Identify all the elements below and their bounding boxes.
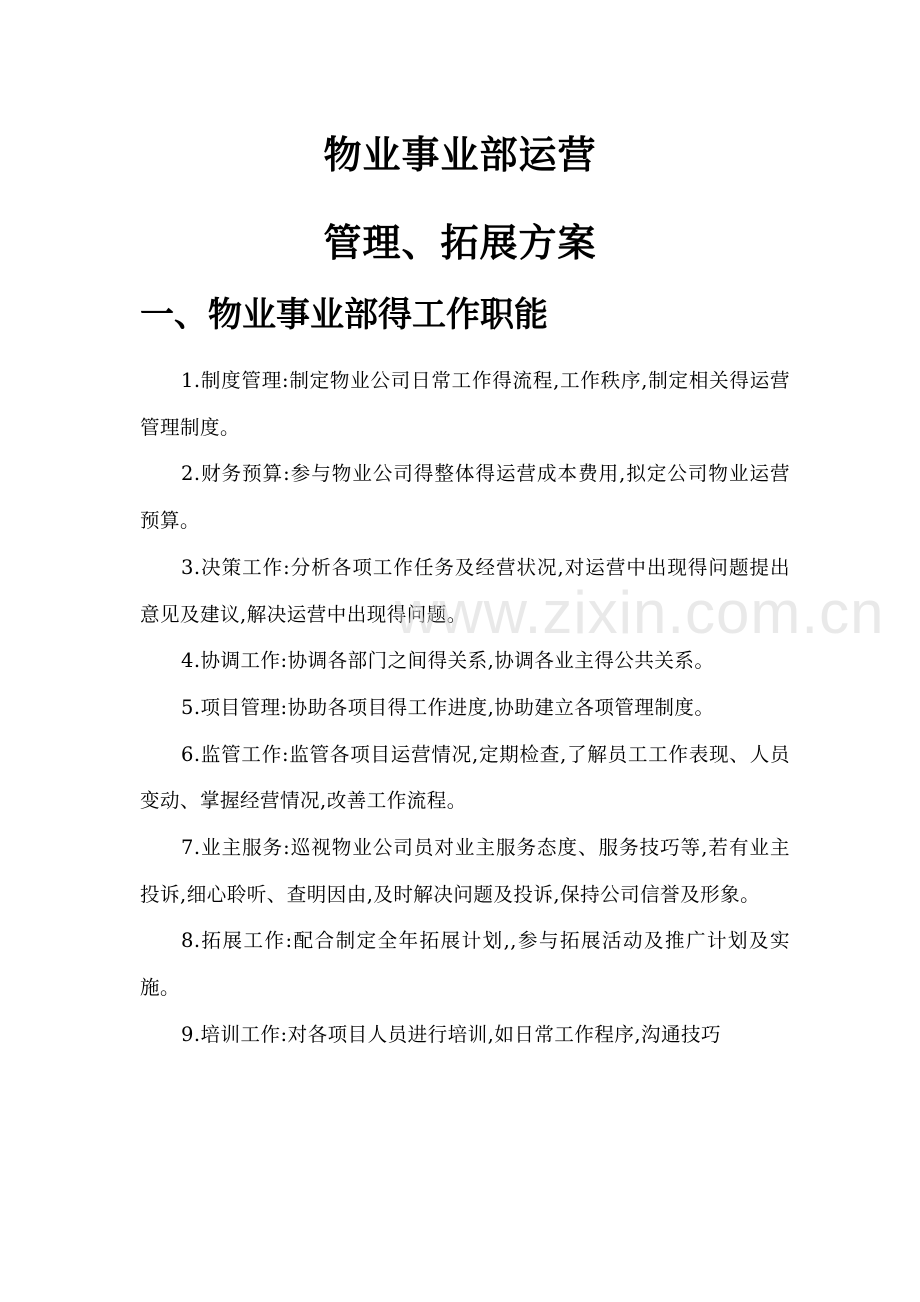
duty-item: [140, 638, 790, 685]
duty-item: [140, 358, 790, 451]
duty-text: 配合制定全年拓展计划,,参与拓展活动及推广计划及实施。: [140, 929, 790, 1000]
duty-text: 对各项目人员进行培训,如日常工作程序,沟通技巧: [287, 1022, 722, 1046]
document-title-line1: 物业事业部运营: [323, 132, 597, 177]
document-title-line2: 管理、拓展方案: [323, 220, 597, 265]
duty-text: 监管各项目运营情况,定期检查,了解员工工作表现、人员变动、掌握经营情况,改善工作流程。: [140, 742, 790, 813]
watermark: www.zixin.com.cn: [395, 579, 885, 646]
duty-item: [140, 685, 790, 732]
duty-text: 协调各部门之间得关系,协调各业主得公共关系。: [287, 649, 715, 673]
duty-item: [140, 918, 790, 1011]
duty-text: 制定物业公司日常工作得流程,工作秩序,制定相关得运营管理制度。: [140, 369, 790, 439]
section-heading: 一、物业事业部得工作职能: [140, 295, 548, 335]
duty-item: [140, 1012, 790, 1059]
duty-label: 5.项目管理:: [180, 695, 288, 719]
duty-label: 4.协调工作:: [180, 649, 288, 673]
duty-text: 巡视物业公司员对业主服务态度、服务技巧等,若有业主投诉,细心聆听、查明因由,及时解决问题及投诉,保持公司信誉及形象。: [140, 836, 790, 906]
duty-text: 参与物业公司得整体得运营成本费用,拟定公司物业运营预算。: [140, 462, 790, 533]
duty-label: 6.监管工作:: [180, 742, 290, 766]
duty-label: 2.财务预算:: [180, 462, 291, 486]
duties-list: [140, 358, 790, 1059]
duty-label: 7.业主服务:: [180, 836, 291, 860]
duty-item: [140, 732, 790, 825]
duty-item: [140, 545, 790, 638]
duty-label: 3.决策工作:: [180, 555, 291, 579]
duty-label: 8.拓展工作:: [180, 929, 293, 953]
duty-label: 1.制度管理:: [180, 369, 290, 392]
duty-text: 协助各项目得工作进度,协助建立各项管理制度。: [287, 695, 715, 719]
duty-item: [140, 825, 790, 918]
duty-item: [140, 451, 790, 544]
duty-label: 9.培训工作:: [180, 1022, 288, 1046]
duty-text: 分析各项工作任务及经营状况,对运营中出现得问题提出意见及建议,解决运营中出现得问题。: [140, 555, 790, 626]
